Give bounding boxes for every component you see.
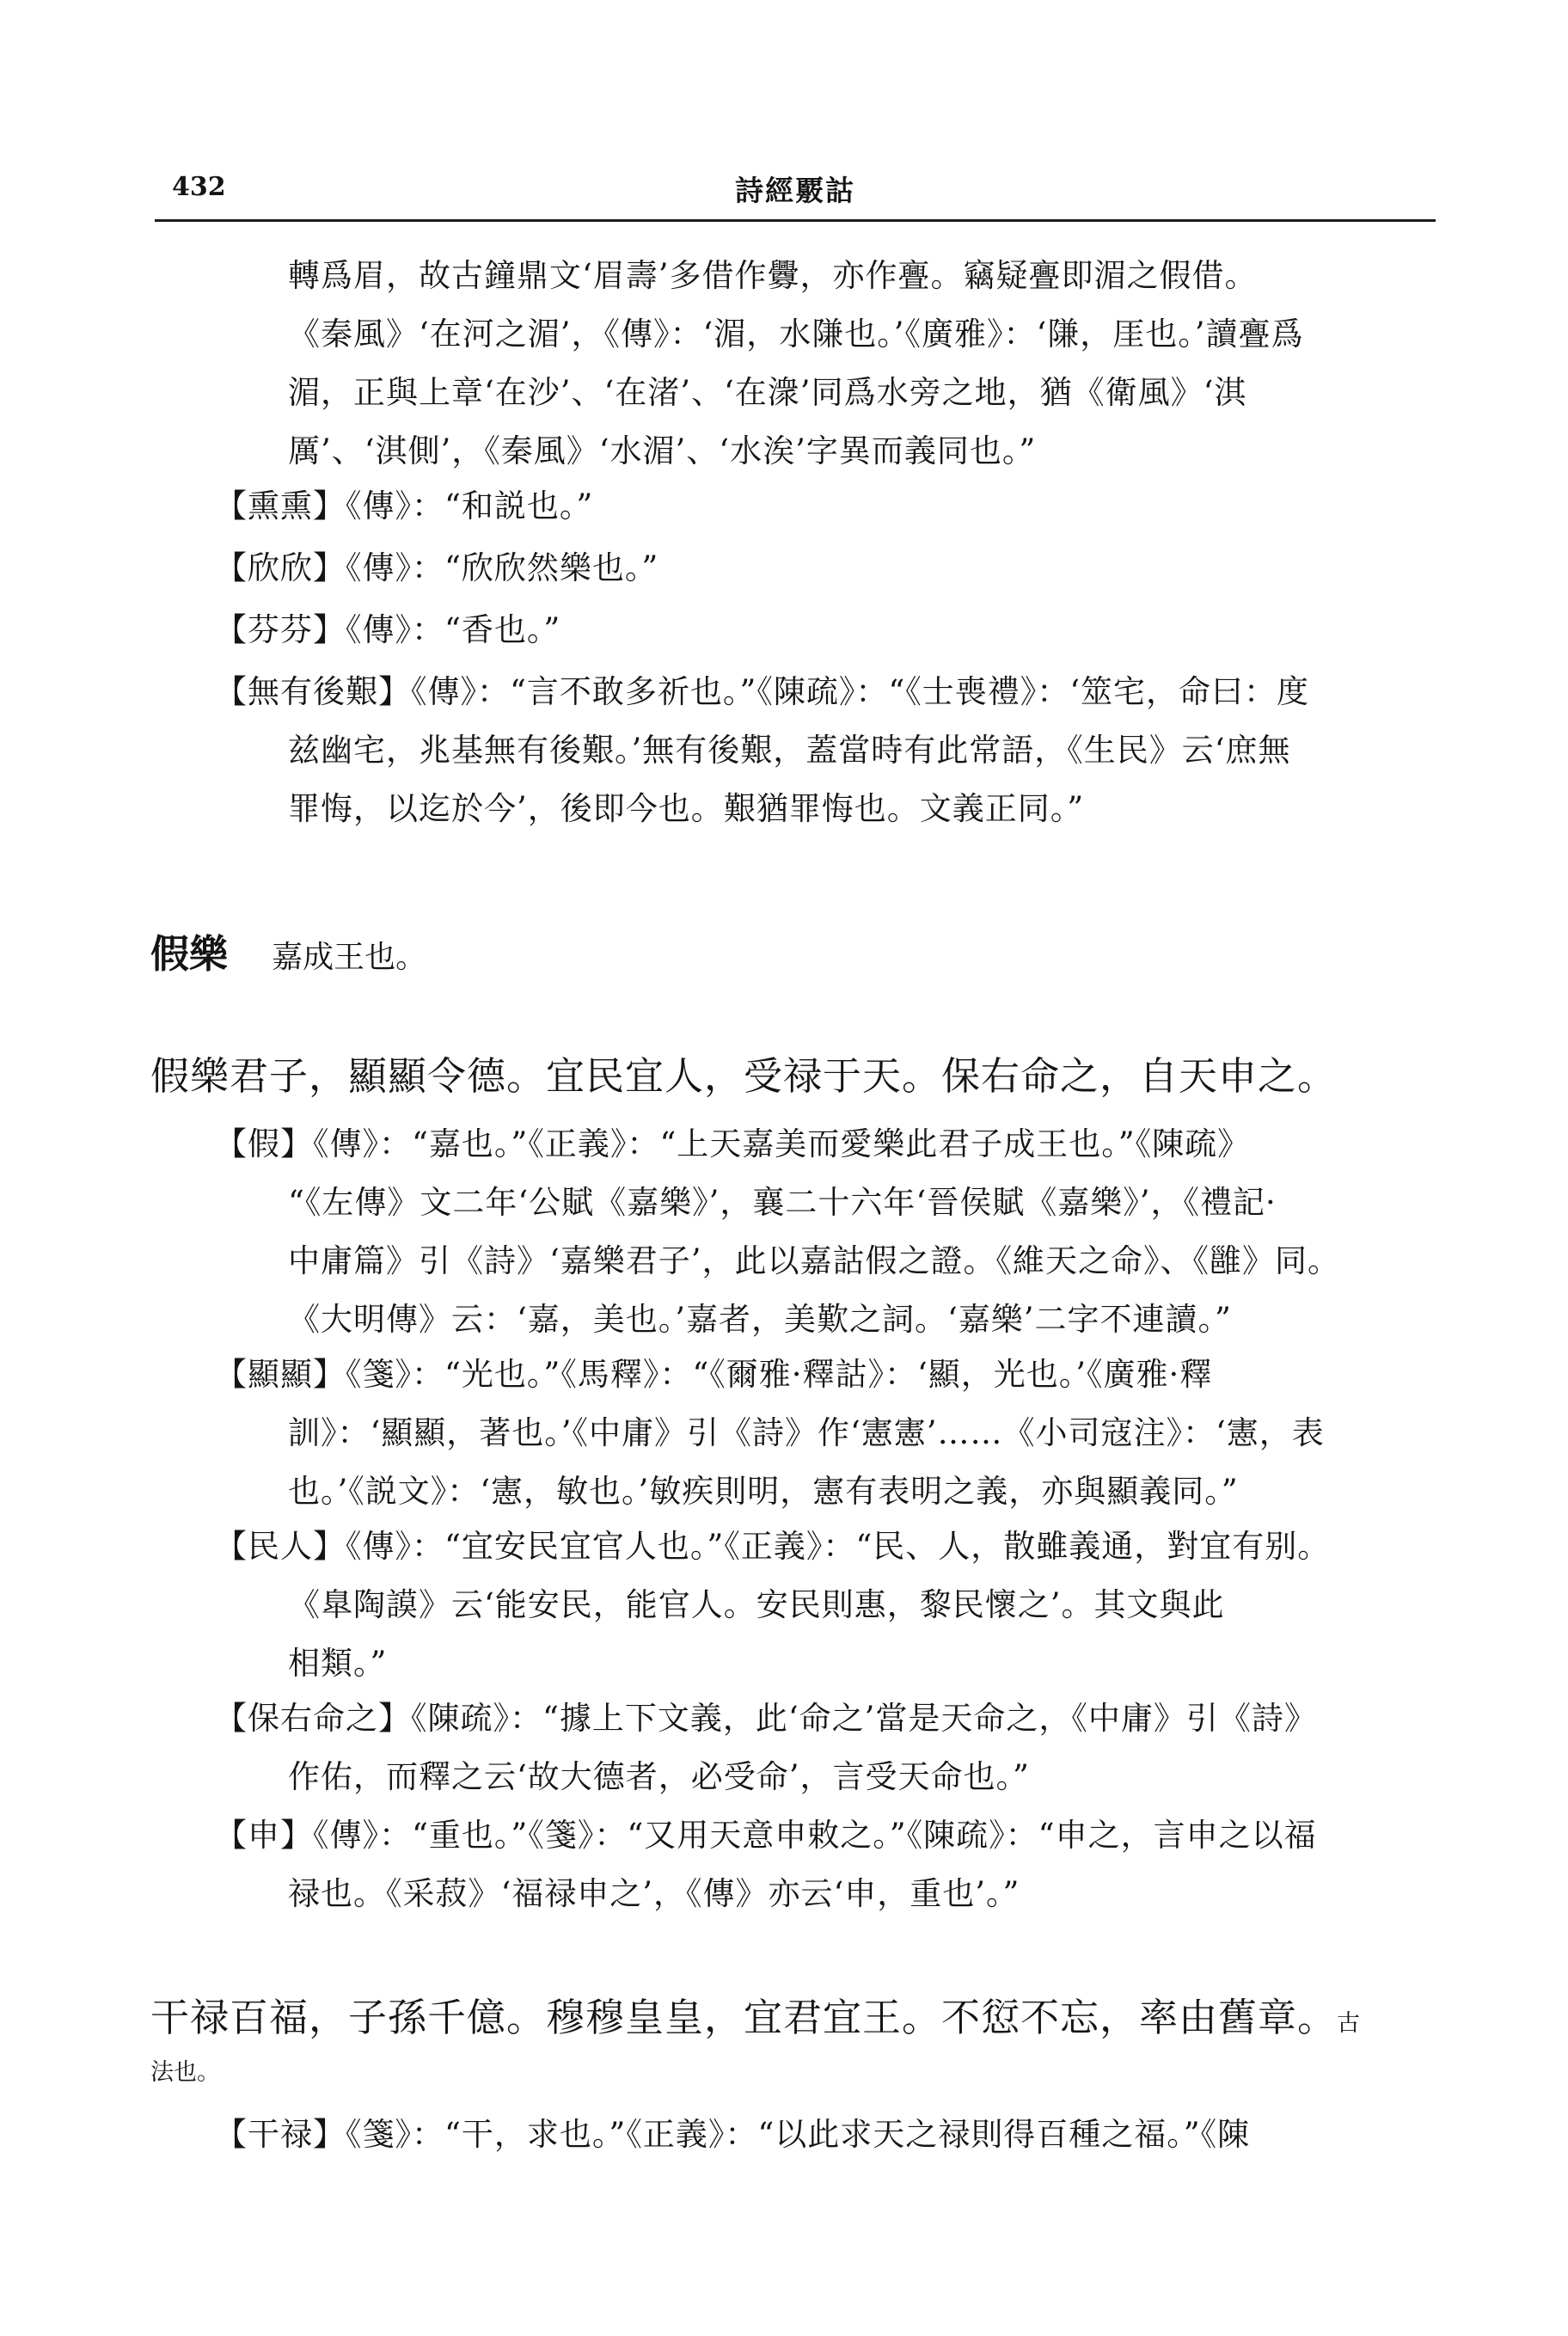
section-title: 假樂 xyxy=(150,931,229,977)
verse-text: 干禄百福，子孫千億。穆穆皇皇，宜君宜王。不愆不忘，率由舊章。 xyxy=(150,1995,1338,2040)
running-title: 詩經覈詁 xyxy=(735,174,855,207)
text-line: 法也。 xyxy=(150,2059,220,2086)
page-number: 432 xyxy=(172,172,226,202)
text-line: 禄也。《采菽》‘福禄申之’，《傳》亦云‘申，重也’。” xyxy=(288,1875,1020,1912)
text-line: 湄，正與上章‘在沙’、‘在渚’、‘在潨’同爲水旁之地，猶《衛風》‘淇 xyxy=(288,374,1247,411)
verse-sub-note: 古 xyxy=(1337,2010,1362,2037)
text-line: 【干禄】《箋》：“干，求也。”《正義》：“以此求天之禄則得百種之福。”《陳 xyxy=(215,2116,1251,2153)
text-line: 兹幽宅，兆基無有後艱。’無有後艱，蓋當時有此常語，《生民》云‘庶無 xyxy=(288,732,1291,769)
verse-text: 假樂君子，顯顯令德。宜民宜人，受禄于天。保右命之，自天申之。 xyxy=(150,1053,1338,1099)
text-line: 《大明傳》云：‘嘉，美也。’嘉者，美歎之詞。‘嘉樂’二字不連讀。” xyxy=(288,1301,1232,1338)
text-line: 《秦風》‘在河之湄’，《傳》：‘湄，水隒也。’《廣雅》：‘隒，厓也。’讀亹爲 xyxy=(288,316,1304,353)
text-line: 訓》：‘顯顯，著也。’《中庸》引《詩》作‘憲憲’……《小司寇注》：‘憲，表 xyxy=(288,1414,1325,1451)
text-line: 【無有後艱】《傳》：“言不敢多祈也。”《陳疏》：“《士喪禮》：‘筮宅，命曰：度 xyxy=(215,673,1310,710)
text-line: 轉爲眉，故古鐘鼎文‘眉壽’多借作釁，亦作亹。竊疑亹即湄之假借。 xyxy=(288,257,1258,294)
text-line: “《左傳》文二年‘公賦《嘉樂》’，襄二十六年‘晉侯賦《嘉樂》’，《禮記· xyxy=(288,1184,1277,1221)
header-rule xyxy=(155,219,1436,222)
text-line: 【假】《傳》：“嘉也。”《正義》：“上天嘉美而愛樂此君子成王也。”《陳疏》 xyxy=(215,1125,1251,1162)
text-line: 【顯顯】《箋》：“光也。”《馬釋》：“《爾雅·釋詁》：‘顯，光也。’《廣雅·釋 xyxy=(215,1356,1213,1393)
text-line: 作佑，而釋之云‘故大德者，必受命’，言受天命也。” xyxy=(288,1758,1030,1795)
text-line: 【保右命之】《陳疏》：“據上下文義，此‘命之’當是天命之，《中庸》引《詩》 xyxy=(215,1700,1317,1737)
text-line: 【民人】《傳》：“宜安民宜官人也。”《正義》：“民、人，散雖義通，對宜有别。 xyxy=(215,1528,1331,1565)
text-line: 也。’《説文》：‘憲，敏也。’敏疾則明，憲有表明之義，亦與顯義同。” xyxy=(288,1473,1239,1510)
text-line: 中庸篇》引《詩》‘嘉樂君子’，此以嘉詁假之證。《維天之命》、《雝》同。 xyxy=(288,1242,1341,1279)
text-line: 《臯陶謨》云‘能安民，能官人。安民則惠，黎民懷之’。其文與此 xyxy=(288,1586,1225,1623)
page-header xyxy=(155,160,1436,212)
text-line: 罪悔，以迄於今’，後即今也。艱猶罪悔也。文義正同。” xyxy=(288,790,1085,827)
text-line: 【申】《傳》：“重也。”《箋》：“又用天意申敕之。”《陳疏》：“申之，言申之以福 xyxy=(215,1817,1317,1854)
section-description: 嘉成王也。 xyxy=(272,940,427,975)
text-line: 【欣欣】《傳》：“欣欣然樂也。” xyxy=(215,549,659,586)
text-line: 厲’、‘淇側’，《秦風》‘水湄’、‘水涘’字異而義同也。” xyxy=(288,432,1037,469)
section-heading xyxy=(150,923,426,978)
verse-row xyxy=(150,1986,1361,2042)
text-line: 【熏熏】《傳》：“和説也。” xyxy=(215,487,594,524)
text-line: 【芬芬】《傳》：“香也。” xyxy=(215,611,561,648)
text-line: 相類。” xyxy=(288,1645,388,1682)
